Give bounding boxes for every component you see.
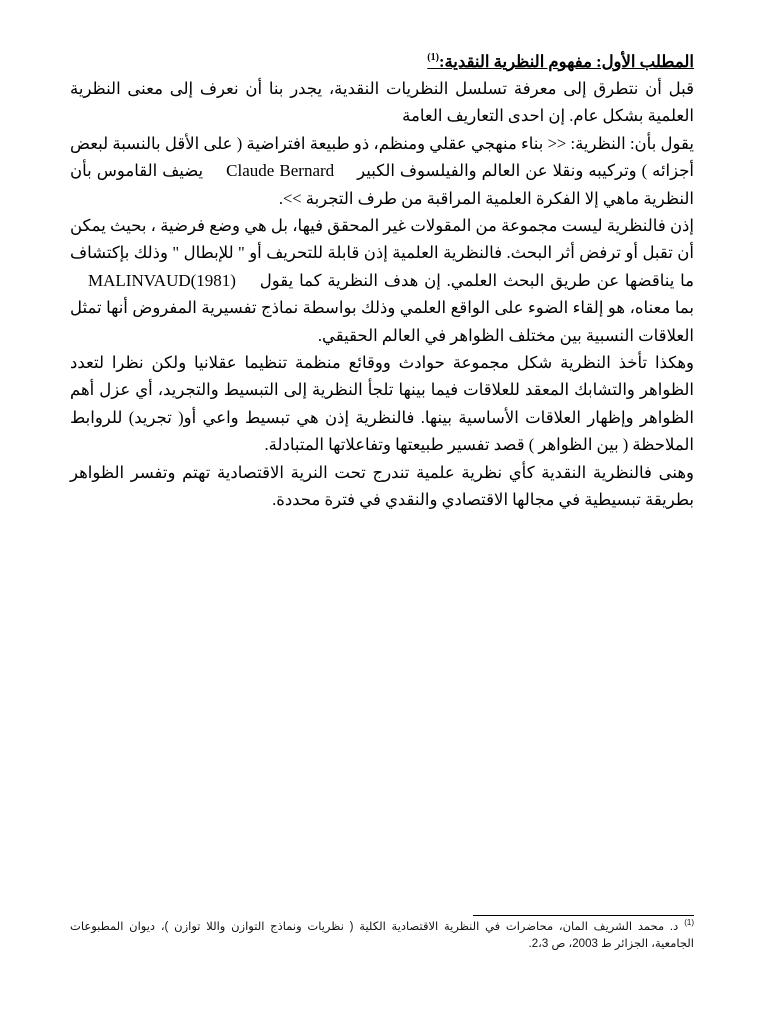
paragraph-abstraction: وهكذا تأخذ النظرية شكل مجموعة حوادث ووقائع منظمة تنظيما عقلانيا ولكن نظرا لتعدد الظواهر والتشابك المعقد للعلاقات فيما بينها تلجأ النظرية إلى التبسيط والتجريد، أي عزل أهم الظواهر وإظهار العلاقات الأساسية بينها. فالنظرية إذن هي تبسيط واعي أو( تجريد) للروابط الملاحظة ( بين الظواهر ) قصد تفسير طبيعتها وتفاعلاتها المتبادلة. <box>70 353 694 455</box>
paragraph-monetary-theory: وهنى فالنظرية النقدية كأي نظرية علمية تندرج تحت النرية الاقتصادية تهتم وتفسر الظواهر بطريقة تبسيطية في مجالها الاقتصادي والنقدي في فترة محددة. <box>70 462 694 510</box>
paragraph-definition <box>70 130 694 212</box>
paragraph-definition-part1: يقول بأن: النظرية: << بناء منهجي عقلي ومنظم، ذو طبيعة افتراضية ( على الأقل بالنسبة لبعض أجزائه ) وتركيبه ونقلا عن العالم والفيلسوف الكبير <box>70 133 695 181</box>
footnote <box>70 919 694 953</box>
paragraph-hypothesis-part1: إذن فالنظرية ليست مجموعة من المقولات غير المحقق فيها، بل هي وضع فرضية ، بحيث يمكن أن تقبل أو ترفض أثر البحث. فالنظرية العلمية إذن قابلة للتحريف أو " للإبطال " وذلك بإكتشاف ما يناقضها عن طريق البحث العلمي. إن هدف النظرية كما يقول <box>70 216 695 290</box>
footnote-marker: (1) <box>684 918 694 927</box>
paragraph-intro: قبل أن نتطرق إلى معرفة تسلسل النظريات النقدية، يجدر بنا أن نعرف إلى معنى النظرية العلمية بشكل عام. إن احدى التعاريف العامة <box>70 79 694 126</box>
paragraph-hypothesis <box>70 212 694 349</box>
document-body <box>70 48 694 514</box>
section-heading <box>70 48 694 75</box>
latin-name-malinvaud: MALINVAUD(1981) <box>88 270 236 290</box>
section-heading-text: المطلب الأول: مفهوم النظرية النقدية: <box>438 52 694 71</box>
paragraph-hypothesis-part2: بما معناه، هو إلقاء الضوء على الواقع العلمي وذلك بواسطة نماذج تفسيرية المفروض أنها تمثل العلاقات النسبية بين مختلف الظواهر في العالم الحقيقي. <box>70 298 694 345</box>
footnote-reference: (1) <box>427 52 439 63</box>
footnote-divider <box>473 915 694 916</box>
paragraph-definition-part2: يضيف القاموس بأن النظرية ماهي إلا الفكرة العلمية المراقبة من طرف التجربة >>. <box>70 161 694 208</box>
latin-name-claude-bernard: Claude Bernard <box>226 161 335 181</box>
footnote-text: د. محمد الشريف المان، محاضرات في النظرية الاقتصادية الكلية ( نظريات ونماذج التوازن واللا توازن )، ديوان المطبوعات الجامعية، الجزائر ط 2003، ص 2،3. <box>70 921 694 950</box>
